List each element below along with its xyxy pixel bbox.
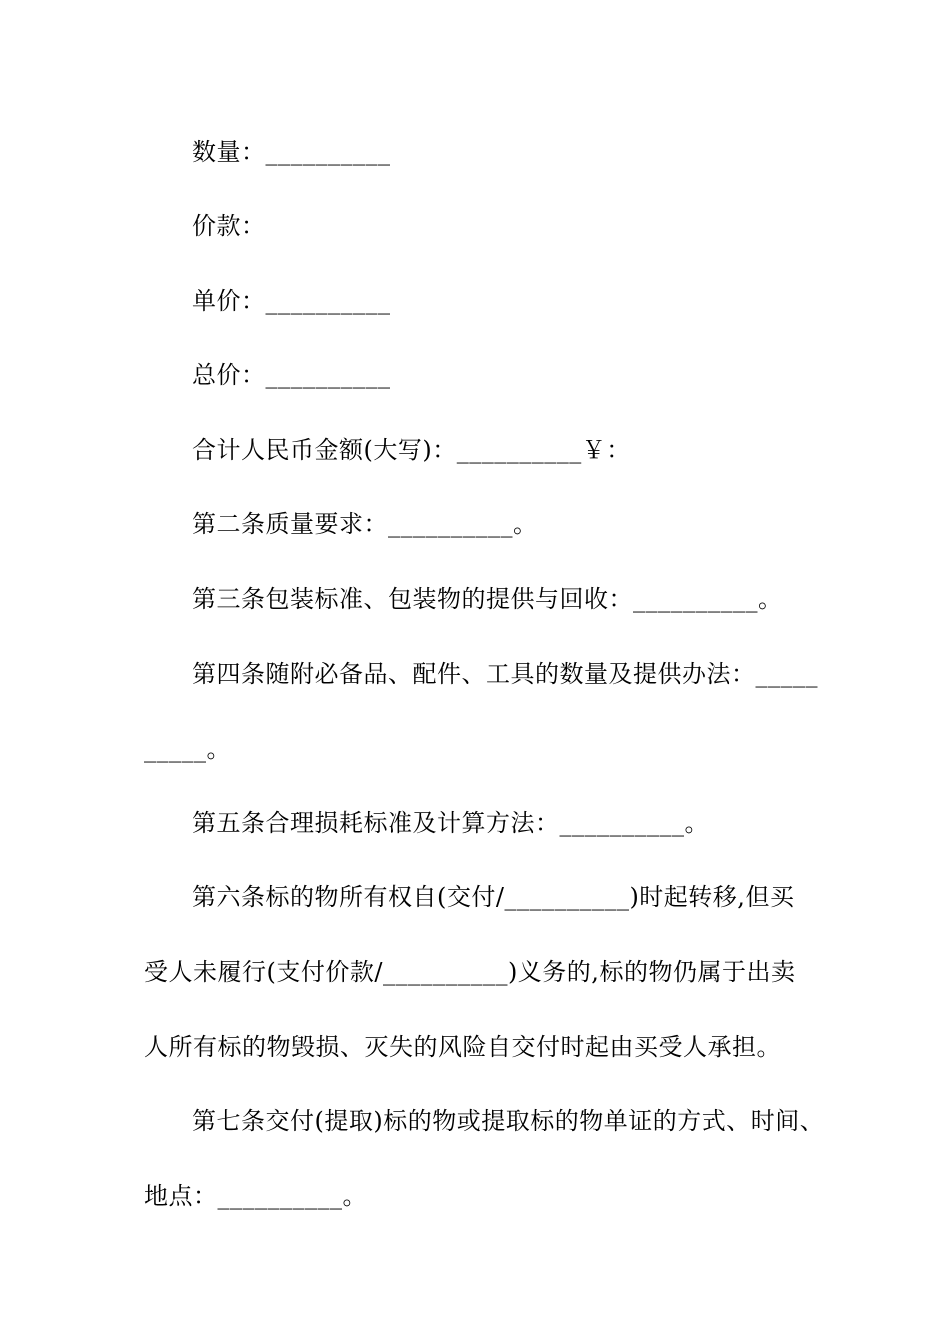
article-6-line-3: 人所有标的物毁损、灭失的风险自交付时起由买受人承担。 (144, 1033, 781, 1061)
quantity-line: 数量：__________ (192, 138, 391, 166)
article-2-line: 第二条质量要求：__________。 (192, 510, 538, 538)
article-6-line-1: 第六条标的物所有权自(交付/__________)时起转移,但买 (192, 883, 795, 911)
article-7-line-2: 地点：__________。 (144, 1182, 367, 1210)
total-price-line: 总价：__________ (192, 361, 391, 389)
total-amount-line: 合计人民币金额(大写)：__________￥： (192, 436, 631, 464)
article-4-continuation: _____。 (144, 735, 231, 763)
unit-price-line: 单价：__________ (192, 287, 391, 315)
article-6-line-2: 受人未履行(支付价款/__________)义务的,标的物仍属于出卖 (144, 958, 796, 986)
article-3-line: 第三条包装标准、包装物的提供与回收：__________。 (192, 585, 783, 613)
article-7-line-1: 第七条交付(提取)标的物或提取标的物单证的方式、时间、 (192, 1107, 825, 1135)
price-heading-line: 价款： (192, 212, 266, 240)
article-5-line: 第五条合理损耗标准及计算方法：__________。 (192, 809, 709, 837)
article-4-line: 第四条随附必备品、配件、工具的数量及提供办法：_____ (192, 660, 818, 688)
